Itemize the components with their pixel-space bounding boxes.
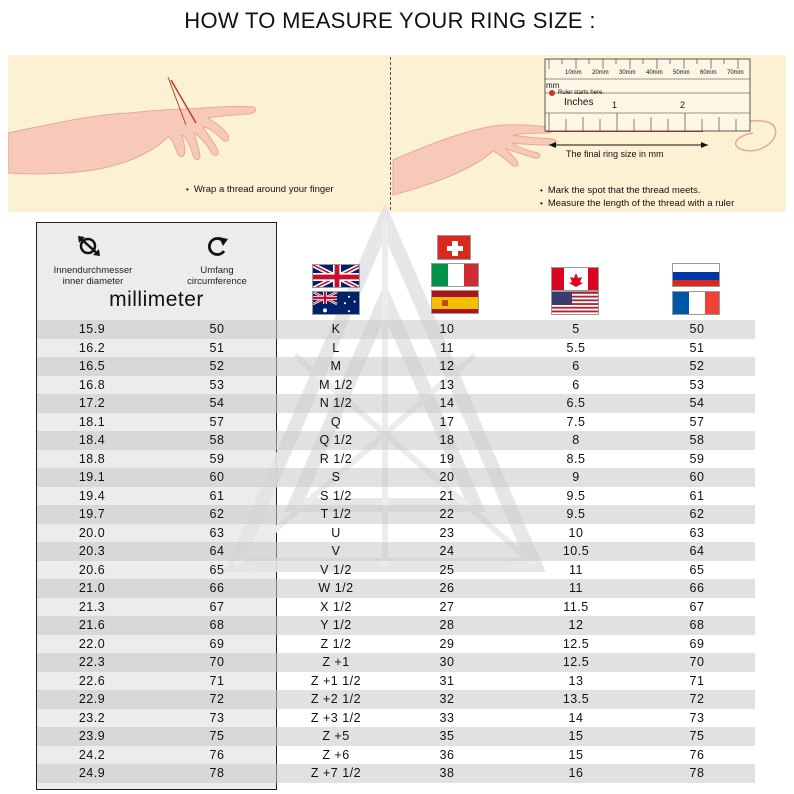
table-row xyxy=(37,357,755,376)
inner-diameter-cell: 20.0 xyxy=(78,525,106,540)
inner-diameter-cell: 20.3 xyxy=(78,544,106,558)
ruler-mm-tick: 10mm xyxy=(565,70,582,76)
table-row xyxy=(37,339,755,358)
ch-it-es-size-cell: 20 xyxy=(439,470,455,484)
inner-diameter-cell: 23.2 xyxy=(78,710,106,725)
inner-diameter-cell: 16.2 xyxy=(78,340,106,355)
circumference-cell: 75 xyxy=(209,729,225,743)
ruler-mm-tick: 40mm xyxy=(646,70,663,76)
inner-diameter-cell: 22.3 xyxy=(78,655,106,669)
table-row xyxy=(37,376,755,395)
uk-au-size-cell: X 1/2 xyxy=(320,599,352,614)
switzerland-flag xyxy=(437,235,471,260)
table-row xyxy=(37,579,755,598)
ru-fr-size-cell: 58 xyxy=(689,433,705,447)
ca-us-size-cell: 11 xyxy=(569,581,583,595)
table-row xyxy=(37,672,755,691)
circumference-cell: 72 xyxy=(209,692,225,706)
ruler-mm-label: mm xyxy=(546,81,560,90)
table-row xyxy=(37,727,755,746)
ch-it-es-size-cell: 21 xyxy=(439,488,455,503)
left-hand-illustration xyxy=(8,77,256,174)
unit-label: millimeter xyxy=(109,288,204,311)
inner-diameter-cell: 22.0 xyxy=(78,636,106,651)
right-instruction-1: • Mark the spot that the thread meets. xyxy=(540,185,700,196)
inner-diameter-cell: 15.9 xyxy=(78,322,106,336)
table-row xyxy=(37,450,755,469)
ca-us-size-cell: 10.5 xyxy=(562,544,590,558)
ch-it-es-size-cell: 36 xyxy=(439,747,455,762)
ru-fr-size-cell: 54 xyxy=(689,396,705,410)
table-row xyxy=(37,413,755,432)
uk-au-size-cell: Z 1/2 xyxy=(320,636,352,651)
ca-us-size-cell: 13.5 xyxy=(562,692,590,706)
ca-us-size-cell: 12.5 xyxy=(562,636,590,651)
ruler-mm-tick: 50mm xyxy=(673,70,690,76)
ch-it-es-size-cell: 35 xyxy=(439,729,455,743)
ca-us-size-cell: 7.5 xyxy=(566,414,586,429)
circumference-cell: 65 xyxy=(209,562,225,577)
circumference-cell: 60 xyxy=(209,470,225,484)
inner-diameter-cell: 16.5 xyxy=(78,359,106,373)
inner-diameter-cell: 21.0 xyxy=(78,581,106,595)
circumference-cell: 61 xyxy=(209,488,225,503)
circumference-cell: 54 xyxy=(209,396,225,410)
circumference-cell: 69 xyxy=(209,636,225,651)
uk-au-size-cell: T 1/2 xyxy=(320,507,352,521)
ruler-inches-label: Inches xyxy=(564,97,594,108)
ru-fr-size-cell: 62 xyxy=(689,507,705,521)
ca-us-size-cell: 9.5 xyxy=(566,488,586,503)
ring-size-table xyxy=(37,320,755,783)
inner-diameter-cell: 22.9 xyxy=(78,692,106,706)
ruler-mm-tick: 70mm xyxy=(727,70,744,76)
canada-flag xyxy=(551,267,599,291)
circumference-cell: 62 xyxy=(209,507,225,521)
inner-diameter-cell: 24.2 xyxy=(78,747,106,762)
inner-diameter-cell: 21.3 xyxy=(78,599,106,614)
ca-us-size-cell: 8 xyxy=(572,433,580,447)
ch-it-es-size-cell: 14 xyxy=(439,396,455,410)
circumference-cell: 63 xyxy=(209,525,225,540)
ca-us-size-cell: 8.5 xyxy=(566,451,586,466)
ruler-mm-tick: 30mm xyxy=(619,70,636,76)
ru-fr-size-cell: 67 xyxy=(689,599,705,614)
ru-fr-size-cell: 72 xyxy=(689,692,705,706)
ch-it-es-size-cell: 24 xyxy=(439,544,455,558)
ch-it-es-size-cell: 10 xyxy=(439,322,455,336)
ru-fr-size-cell: 61 xyxy=(689,488,705,503)
ch-it-es-size-cell: 13 xyxy=(439,377,455,392)
ch-it-es-size-cell: 12 xyxy=(439,359,455,373)
ca-us-size-cell: 6 xyxy=(572,377,580,392)
instruction-banner xyxy=(8,55,786,212)
circumference-cell: 58 xyxy=(209,433,225,447)
page-title: HOW TO MEASURE YOUR RING SIZE : xyxy=(184,8,596,33)
ca-us-size-cell: 12 xyxy=(568,618,584,632)
ch-it-es-size-cell: 26 xyxy=(439,581,455,595)
usa-flag xyxy=(551,291,599,315)
ruler-mm-tick: 60mm xyxy=(700,70,717,76)
ru-fr-size-cell: 57 xyxy=(689,414,705,429)
italy-flag xyxy=(431,263,479,287)
inner-diameter-cell: 18.8 xyxy=(78,451,106,466)
ru-fr-size-cell: 59 xyxy=(689,451,705,466)
table-row xyxy=(37,653,755,672)
inner-diameter-cell: 16.8 xyxy=(78,377,106,392)
circumference-cell: 50 xyxy=(209,322,225,336)
circumference-cell: 71 xyxy=(209,673,225,688)
ca-us-size-cell: 12.5 xyxy=(562,655,590,669)
ca-us-size-cell: 14 xyxy=(568,710,584,725)
ru-fr-size-cell: 64 xyxy=(689,544,705,558)
banner-divider xyxy=(390,57,391,210)
uk-au-size-cell: M 1/2 xyxy=(319,377,353,392)
inner-diameter-cell: 17.2 xyxy=(78,396,106,410)
right-instruction-2: • Measure the length of the thread with a ruler xyxy=(540,198,734,209)
uk-au-size-cell: Y 1/2 xyxy=(320,618,352,632)
ca-us-size-cell: 16 xyxy=(568,766,584,780)
ch-it-es-size-cell: 27 xyxy=(439,599,455,614)
ruler-final-label: The final ring size in mm xyxy=(566,149,664,159)
uk-au-size-cell: Z +1 1/2 xyxy=(310,673,362,688)
circumference-cell: 59 xyxy=(209,451,225,466)
circumference-cell: 68 xyxy=(209,618,225,632)
ca-us-size-cell: 9 xyxy=(572,470,580,484)
table-row xyxy=(37,505,755,524)
uk-au-size-cell: R 1/2 xyxy=(319,451,353,466)
table-row xyxy=(37,764,755,783)
inner-diameter-cell: 21.6 xyxy=(78,618,106,632)
uk-au-size-cell: Z +7 1/2 xyxy=(310,766,362,780)
inner-diameter-cell: 18.1 xyxy=(78,414,106,429)
ruler-inch-tick-2: 2 xyxy=(680,100,686,110)
ru-fr-size-cell: 76 xyxy=(689,747,705,762)
circumference-cell: 53 xyxy=(209,377,225,392)
inner-diameter-cell: 22.6 xyxy=(78,673,106,688)
table-row xyxy=(37,635,755,654)
table-row xyxy=(37,394,755,413)
australia-flag xyxy=(312,291,360,315)
ca-us-size-cell: 15 xyxy=(568,747,584,762)
inner-diameter-icon xyxy=(76,234,102,258)
circumference-cell: 67 xyxy=(209,599,225,614)
ch-it-es-size-cell: 33 xyxy=(439,710,455,725)
ru-fr-size-cell: 69 xyxy=(689,636,705,651)
ch-it-es-size-cell: 30 xyxy=(439,655,455,669)
ru-fr-size-cell: 53 xyxy=(689,377,705,392)
circumference-cell: 78 xyxy=(209,766,225,780)
inner-diameter-cell: 24.9 xyxy=(78,766,106,780)
table-row xyxy=(37,468,755,487)
circumference-cell: 70 xyxy=(209,655,225,669)
table-row xyxy=(37,746,755,765)
uk-au-size-cell: S 1/2 xyxy=(320,488,352,503)
uk-au-size-cell: M xyxy=(330,359,342,373)
ca-us-size-cell: 11.5 xyxy=(563,599,589,614)
uk-au-size-cell: K xyxy=(331,322,341,336)
ch-it-es-size-cell: 19 xyxy=(439,451,455,466)
inner-diameter-cell: 19.4 xyxy=(78,488,106,503)
ch-it-es-size-cell: 17 xyxy=(439,414,455,429)
ca-us-size-cell: 13 xyxy=(568,673,584,688)
table-row xyxy=(37,487,755,506)
ch-it-es-size-cell: 23 xyxy=(439,525,455,540)
uk-au-size-cell: N 1/2 xyxy=(319,396,353,410)
uk-au-size-cell: Q xyxy=(330,414,342,429)
ch-it-es-size-cell: 32 xyxy=(439,692,455,706)
ruler-mm-tick: 20mm xyxy=(592,70,609,76)
circumference-cell: 51 xyxy=(209,340,225,355)
uk-au-size-cell: Q 1/2 xyxy=(319,433,353,447)
circumference-cell: 64 xyxy=(209,544,225,558)
inner-diameter-cell: 19.7 xyxy=(78,507,106,521)
inner-diameter-cell: 23.9 xyxy=(78,729,106,743)
ru-fr-size-cell: 68 xyxy=(689,618,705,632)
ch-it-es-size-cell: 25 xyxy=(439,562,455,577)
inner-diameter-cell: 20.6 xyxy=(78,562,106,577)
circumference-cell: 76 xyxy=(209,747,225,762)
circumference-cell: 57 xyxy=(209,414,225,429)
spain-flag xyxy=(431,290,479,314)
ru-fr-size-cell: 60 xyxy=(689,470,705,484)
uk-au-size-cell: V xyxy=(331,544,341,558)
ca-us-size-cell: 5.5 xyxy=(566,340,586,355)
ru-fr-size-cell: 70 xyxy=(689,655,705,669)
uk-au-size-cell: V 1/2 xyxy=(320,562,352,577)
table-row xyxy=(37,320,755,339)
ch-it-es-size-cell: 31 xyxy=(439,673,455,688)
france-flag xyxy=(672,291,720,315)
circumference-label: Umfang circumference xyxy=(187,265,247,287)
circumference-icon xyxy=(204,234,230,258)
ch-it-es-size-cell: 18 xyxy=(439,433,455,447)
ru-fr-size-cell: 71 xyxy=(689,673,705,688)
ru-fr-size-cell: 66 xyxy=(689,581,705,595)
table-row xyxy=(37,616,755,635)
ca-us-size-cell: 10 xyxy=(568,525,584,540)
uk-au-size-cell: L xyxy=(332,340,340,355)
uk-au-size-cell: Z +5 xyxy=(322,729,350,743)
uk-au-size-cell: Z +2 1/2 xyxy=(310,692,362,706)
uk-au-size-cell: W 1/2 xyxy=(318,581,354,595)
ru-fr-size-cell: 78 xyxy=(689,766,705,780)
circumference-cell: 66 xyxy=(209,581,225,595)
ca-us-size-cell: 9.5 xyxy=(566,507,586,521)
inner-diameter-cell: 18.4 xyxy=(78,433,106,447)
circumference-cell: 52 xyxy=(209,359,225,373)
left-instruction: • Wrap a thread around your finger xyxy=(186,184,334,195)
circumference-cell: 73 xyxy=(209,710,225,725)
ru-fr-size-cell: 65 xyxy=(689,562,705,577)
ruler-starts-label: Ruler starts here. xyxy=(558,90,605,96)
table-row xyxy=(37,561,755,580)
uk-au-size-cell: Z +6 xyxy=(322,747,350,762)
ru-fr-size-cell: 75 xyxy=(689,729,705,743)
ru-fr-size-cell: 73 xyxy=(689,710,705,725)
ch-it-es-size-cell: 38 xyxy=(439,766,455,780)
ca-us-size-cell: 5 xyxy=(572,322,580,336)
uk-au-size-cell: U xyxy=(331,525,341,540)
inner-diameter-label: Innendurchmesser inner diameter xyxy=(53,265,133,287)
russia-flag xyxy=(672,263,720,287)
table-row xyxy=(37,542,755,561)
ch-it-es-size-cell: 28 xyxy=(439,618,455,632)
ru-fr-size-cell: 52 xyxy=(689,359,705,373)
ch-it-es-size-cell: 11 xyxy=(440,340,454,355)
table-row xyxy=(37,690,755,709)
ca-us-size-cell: 6 xyxy=(572,359,580,373)
ca-us-size-cell: 15 xyxy=(568,729,584,743)
ru-fr-size-cell: 51 xyxy=(689,340,705,355)
ca-us-size-cell: 11 xyxy=(569,562,583,577)
uk-flag xyxy=(312,264,360,288)
ch-it-es-size-cell: 22 xyxy=(439,507,455,521)
ru-fr-size-cell: 63 xyxy=(689,525,705,540)
ruler-inch-tick-1: 1 xyxy=(612,100,618,110)
uk-au-size-cell: S xyxy=(331,470,341,484)
table-row xyxy=(37,524,755,543)
table-row xyxy=(37,431,755,450)
table-row xyxy=(37,709,755,728)
ch-it-es-size-cell: 29 xyxy=(439,636,455,651)
ru-fr-size-cell: 50 xyxy=(689,322,705,336)
uk-au-size-cell: Z +1 xyxy=(322,655,350,669)
table-row xyxy=(37,598,755,617)
ca-us-size-cell: 6.5 xyxy=(566,396,586,410)
inner-diameter-cell: 19.1 xyxy=(78,470,106,484)
uk-au-size-cell: Z +3 1/2 xyxy=(310,710,362,725)
